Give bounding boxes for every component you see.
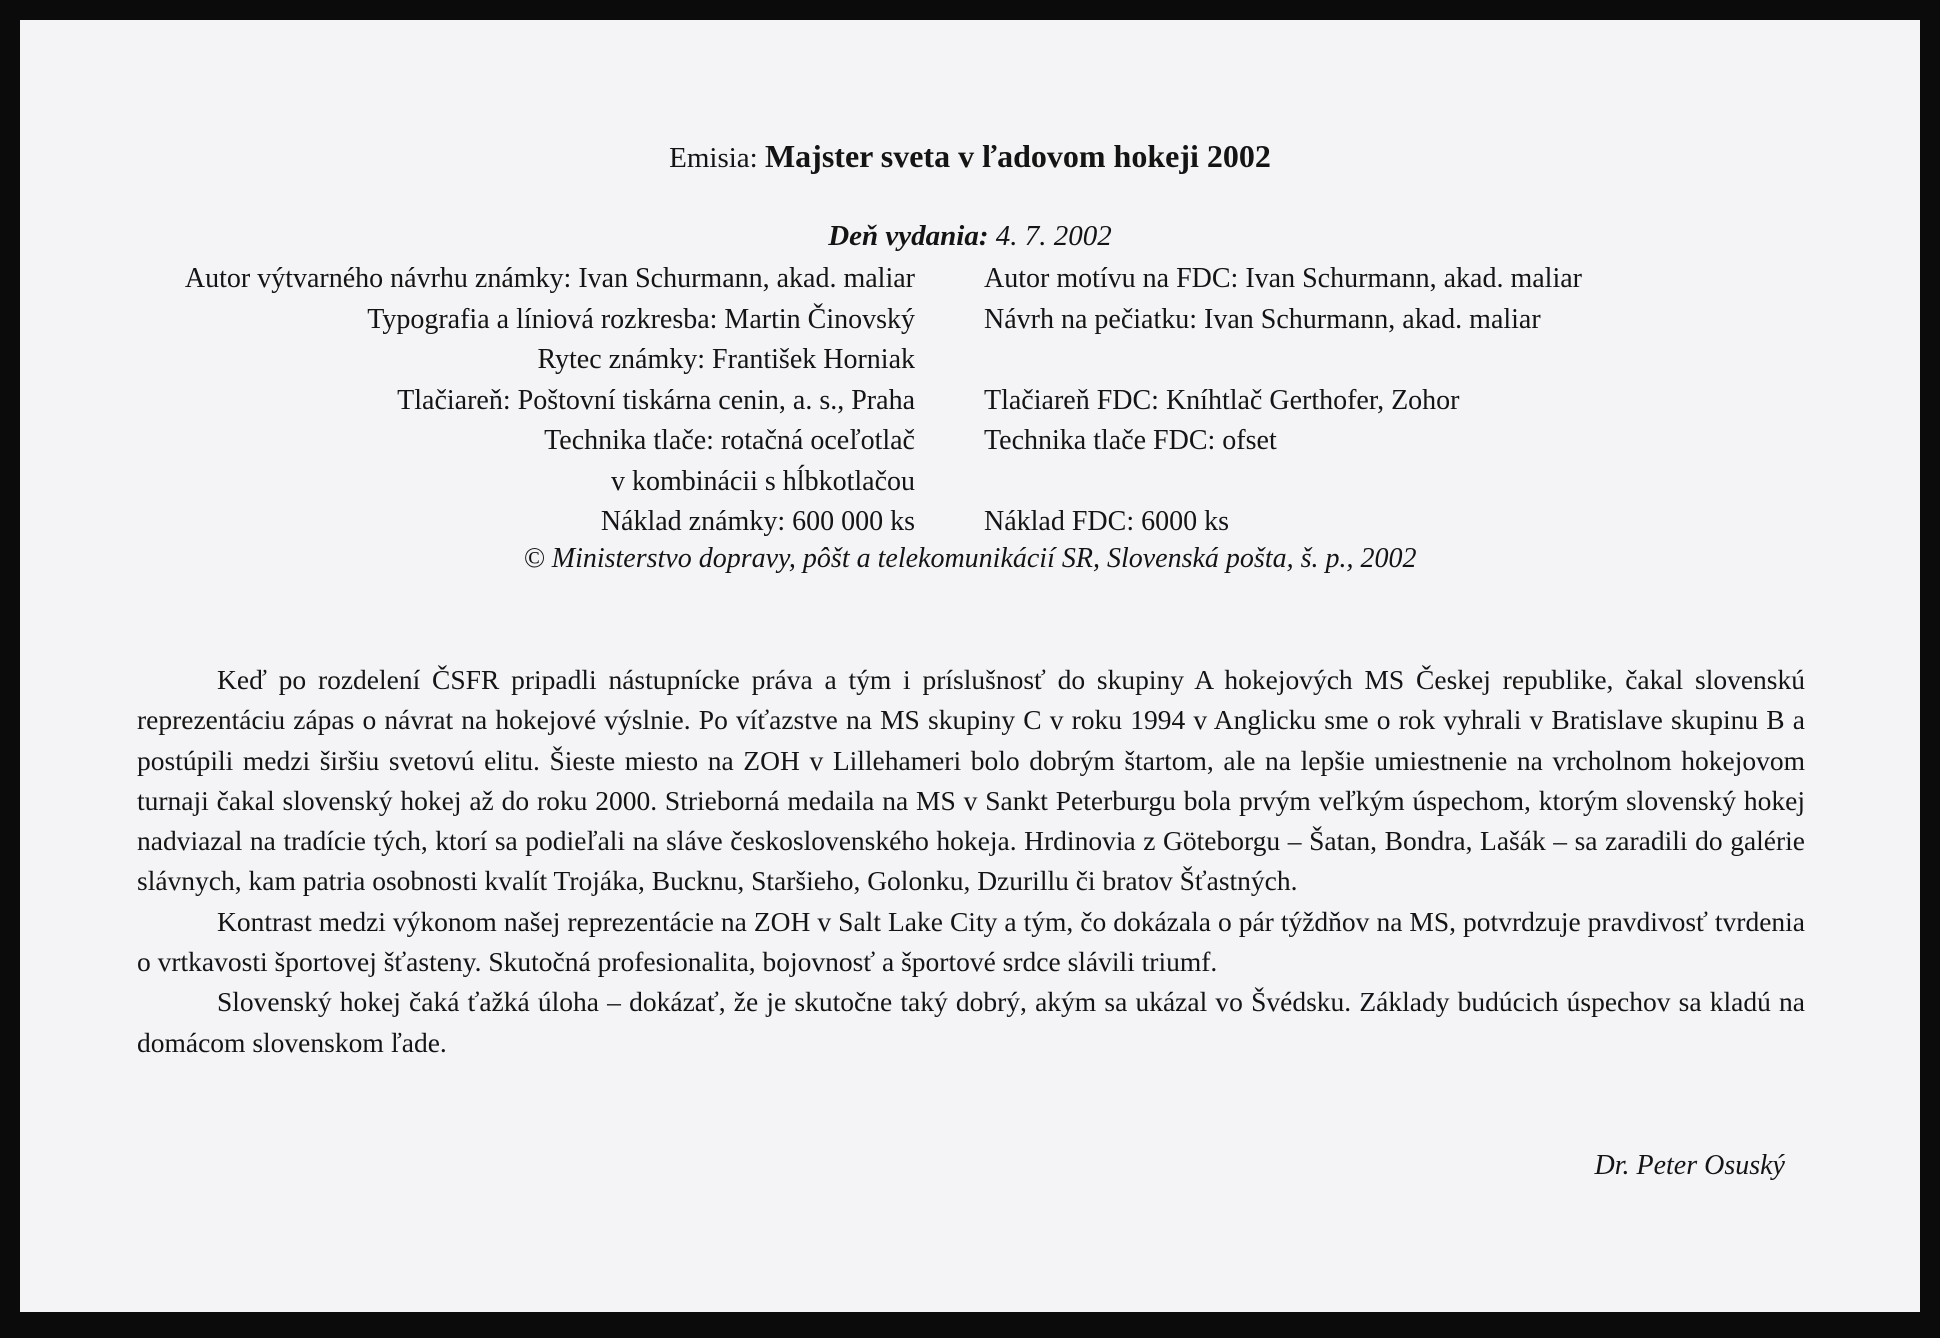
- fdc-credit-postmark: Návrh na pečiatku: Ivan Schurmann, akad. maliar: [984, 303, 1541, 335]
- issue-date-value: 4. 7. 2002: [995, 220, 1112, 252]
- issue-date-label: Deň vydania:: [828, 220, 989, 252]
- stamp-credit-print-run: Náklad známky: 600 000 ks: [600, 506, 915, 537]
- fdc-credit-technique: Technika tlače FDC: ofset: [984, 425, 1277, 456]
- paragraph: Kontrast medzi výkonom našej reprezentácie na ZOH v Salt Lake City a tým, čo dokázala o pár týždňov na MS, potvrdzuje pravdivosť tvrdenia o vrtkavosti športovej šťasteny. Skutočná profesionalita, bojovnosť a športové srdce slávili triumf.: [137, 905, 1805, 978]
- stamp-credit-engraver: Rytec známky: František Horniak: [537, 344, 915, 375]
- emission-label: Emisia:: [669, 142, 758, 174]
- stamp-credit-designer: Autor výtvarného návrhu známky: Ivan Schurmann, akad. maliar: [184, 263, 915, 294]
- paragraph: Slovenský hokej čaká ťažká úloha – dokázať, že je skutočne taký dobrý, akým sa ukázal vo Švédsku. Základy budúcich úspechov sa kladú na domácom slovenskom ľade.: [137, 986, 1805, 1058]
- issue-date-line: [20, 216, 1920, 256]
- stamp-credit-printer: Tlačiareň: Poštovní tiskárna cenin, a. s., Praha: [397, 384, 915, 416]
- paragraph: Keď po rozdelení ČSFR pripadli nástupnícke práva a tým i príslušnosť do skupiny A hokejových MS Českej republike, čakal slovenskú reprezentáciu zápas o návrat na hokejové výslnie. Po víťazstve na MS skupiny C v roku 1994 v Anglicku sme o rok vyhrali v Bratislave skupinu B a postúpili medzi širšiu svetovú elitu. Šieste miesto na ZOH v Lillehameri bolo dobrým štartom, ale na lepšie umiestnenie na vrcholnom hokejovom turnaji čakal slovenský hokej až do roku 2000. Strieborná medaila na MS v Sankt Peterburgu bola prvým veľkým úspechom, ktorým slovenský hokej nadviazal na tradície tých, ktorí sa podieľali na sláve československého hokeja. Hrdinovia z Göteborgu – Šatan, Bondra, Lašák – sa zaradili do galérie slávnych, kam patria osobnosti kvalít Trojáka, Bucknu, Staršieho, Golonku, Dzurillu či bratov Šťastných.: [137, 664, 1805, 897]
- stamp-credit-typography: Typografia a líniová rozkresba: Martin Činovský: [367, 303, 915, 335]
- emission-heading: [20, 136, 1920, 178]
- fdc-credit-printer: Tlačiareň FDC: Kníhtlač Gerthofer, Zohor: [984, 384, 1460, 416]
- stamp-credit-technique-cont: v kombinácii s hĺbkotlačou: [610, 465, 915, 497]
- stamp-credit-technique: Technika tlače: rotačná oceľotlač: [544, 425, 915, 456]
- fdc-credit-blank-2: [984, 462, 1582, 503]
- emission-title: Majster sveta v ľadovom hokeji 2002: [764, 138, 1271, 174]
- fdc-credit-print-run: Náklad FDC: 6000 ks: [984, 506, 1229, 537]
- stamp-credits: [185, 259, 915, 543]
- info-card: [20, 20, 1920, 1312]
- article-body: [137, 660, 1805, 1063]
- author-signature: Dr. Peter Osuský: [1594, 1150, 1785, 1181]
- fdc-credit-motif: Autor motívu na FDC: Ivan Schurmann, akad. maliar: [984, 263, 1582, 294]
- copyright-line: © Ministerstvo dopravy, pôšt a telekomunikácií SR, Slovenská pošta, š. p., 2002: [523, 543, 1417, 574]
- fdc-credit-blank: [984, 340, 1582, 381]
- fdc-credits: [984, 259, 1582, 543]
